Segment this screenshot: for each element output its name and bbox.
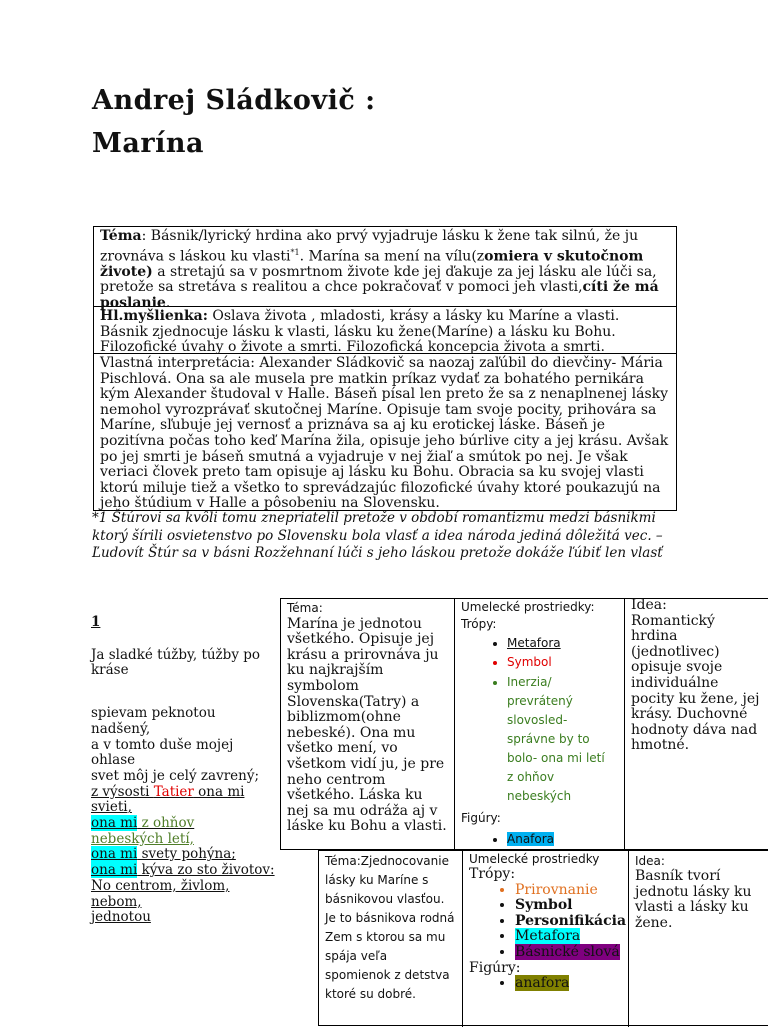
t1-tema-cell: Téma: Marína je jednotou všetkého. Opisuje jej krásu a prirovnáva ju ku najkrajším symbolom Slovenska(Tatry) a biblizmom(ohne nebeské). Ona mu všetko mení, vo všetkom vidí ju, je pre neho centrom všetkého. Láska ku nej sa mu odráža aj v láske ku Bohu a vlasti.	[281, 599, 455, 849]
trop-item: • Symbol	[507, 654, 618, 671]
t1-idea-cell: Idea: Romantický hrdina (jednotlivec) opisuje svoje individuálne pocity ku žene, jej krásy. Duchovné hodnoty dáva nad hmotné.	[631, 597, 760, 754]
title-author: Andrej Sládkovič :	[92, 85, 376, 116]
interpretation-cell: Vlastná interpretácia: Alexander Sládkovič sa naozaj zaľúbil do dievčiny- Mária Pischlová. Ona sa ale musela pre matkin príkaz vydať za bohatého pernikára kým Alexander študoval v Halle. Báseň písal len preto že sa z nenaplnenej lásky nemohol vyrozprávať skutočnej Maríne. Opisuje tam svoje pocity, prihovára sa Maríne, sľubuje jej vernosť a priznáva sa aj ku erotickej láske. Báseň je pozitívna počas toho keď Marína žila, opisuje jeho búrlive city a jej krásu. Avšak po jej smrti je báseň smutná a vyjadruje v nej žiaľ a smútok po nej. Je však veriaci človek preto tam opisuje aj lásku ku Bohu. Obracia sa ku svojej vlasti ktorú miluje tiež a všetko to sprevádzajúc filozofické úvahy ktoré poukazujú na jeho štúdium v Halle a pôsobeniu na Slovensku.	[100, 355, 669, 512]
t2-prostriedky-cell: Umelecké prostriedky Trópy: • Prirovnanie • Symbol • Personifikácia • Metafora • Básnické slová Figúry: • anafora	[463, 851, 629, 1027]
tema-label: Téma	[100, 228, 142, 244]
title-work: Marína	[92, 128, 204, 159]
trop-item: • Symbol	[515, 898, 622, 914]
tema-cell: Téma: Básnik/lyrický hrdina ako prvý vyjadruje lásku k žene tak silnú, že ju zrovnáva s láskou ku vlasti$^{*1}$. Marína sa mení na vílu(zomiera v skutočnom živote) a stretajú sa v posmrtnom živote kde jej ďakuje za jej lásku ale lúči sa, pretože sa stretáva s realitou a chce pokračovať v pomoci jeh vlasti,cíti že má poslanie.	[94, 227, 676, 307]
figura-item: anafora	[515, 975, 570, 992]
trop-item: Básnické slová	[515, 943, 620, 960]
hl-myslienka-label: Hl.myšlienka:	[100, 308, 208, 324]
trop-item: • Inerzia/ prevrátený slovosled- správne by to bolo- ona mi letí z ohňov nebeských	[507, 673, 618, 806]
hl-myslienka-cell: Hl.myšlienka: Oslava života , mladosti, krásy a lásky ku Maríne a vlasti. Básnik zjednocuje lásku k vlasti, lásku ku žene(Maríne) a lásku ku Bohu. Filozofické úvahy o živote a smrti. Filozofická koncepcia života a smrti.	[94, 307, 676, 354]
poem-number: 1	[91, 614, 101, 630]
t2-idea-cell: Idea: Basník tvorí jednotu lásky ku vlasti a lásky ku žene.	[635, 854, 752, 931]
analysis-table-2	[318, 850, 768, 1026]
footnote: *1 Štúrovi sa kvôli tomu znepriatelil pretože v období romantizmu medzi básnikmi ktorý šírili osvietenstvo po Slovensku bola vlasť a idea národa jediná dôležitá vec. – Ľudovít Štúr sa v básni Rozžehnaní lúči s jeho láskou pretože dokáže ľúbiť len vlasť	[92, 510, 663, 561]
trop-item: • Personifikácia	[515, 914, 622, 930]
t1-prostriedky-cell: Umelecké prostriedky: Trópy: • Metafora • Symbol • Inerzia/ prevrátený slovosled- správne by to bolo- ona mi letí z ohňov nebeských Figúry: • Anafora	[455, 599, 625, 849]
info-table	[93, 226, 677, 511]
t2-tema-cell: Téma:Zjednocovanie lásky ku Maríne s básnikovou vlasťou. Je to básnikova rodná Zem s ktorou sa mu spája veľa spomienok z detstva ktoré su dobré.	[319, 851, 463, 1027]
figura-item: Anafora	[507, 832, 555, 846]
trop-item: • Metafora	[507, 635, 618, 652]
poem: 1 Ja sladké túžby, túžby po kráse spievam peknotou nadšený, a v tomto duše mojej ohlase svet môj je celý zavrený; z výsosti Tatier ona mi svieti, ona mi z ohňov nebeských letí, ona mi svety pohýna; ona mi kýva zo sto životov: No centrom, živlom, nebom, jednotou	[91, 614, 275, 926]
trop-item: Metafora	[515, 928, 581, 945]
analysis-table-1	[280, 598, 768, 850]
trop-item: • Prirovnanie	[515, 883, 622, 899]
